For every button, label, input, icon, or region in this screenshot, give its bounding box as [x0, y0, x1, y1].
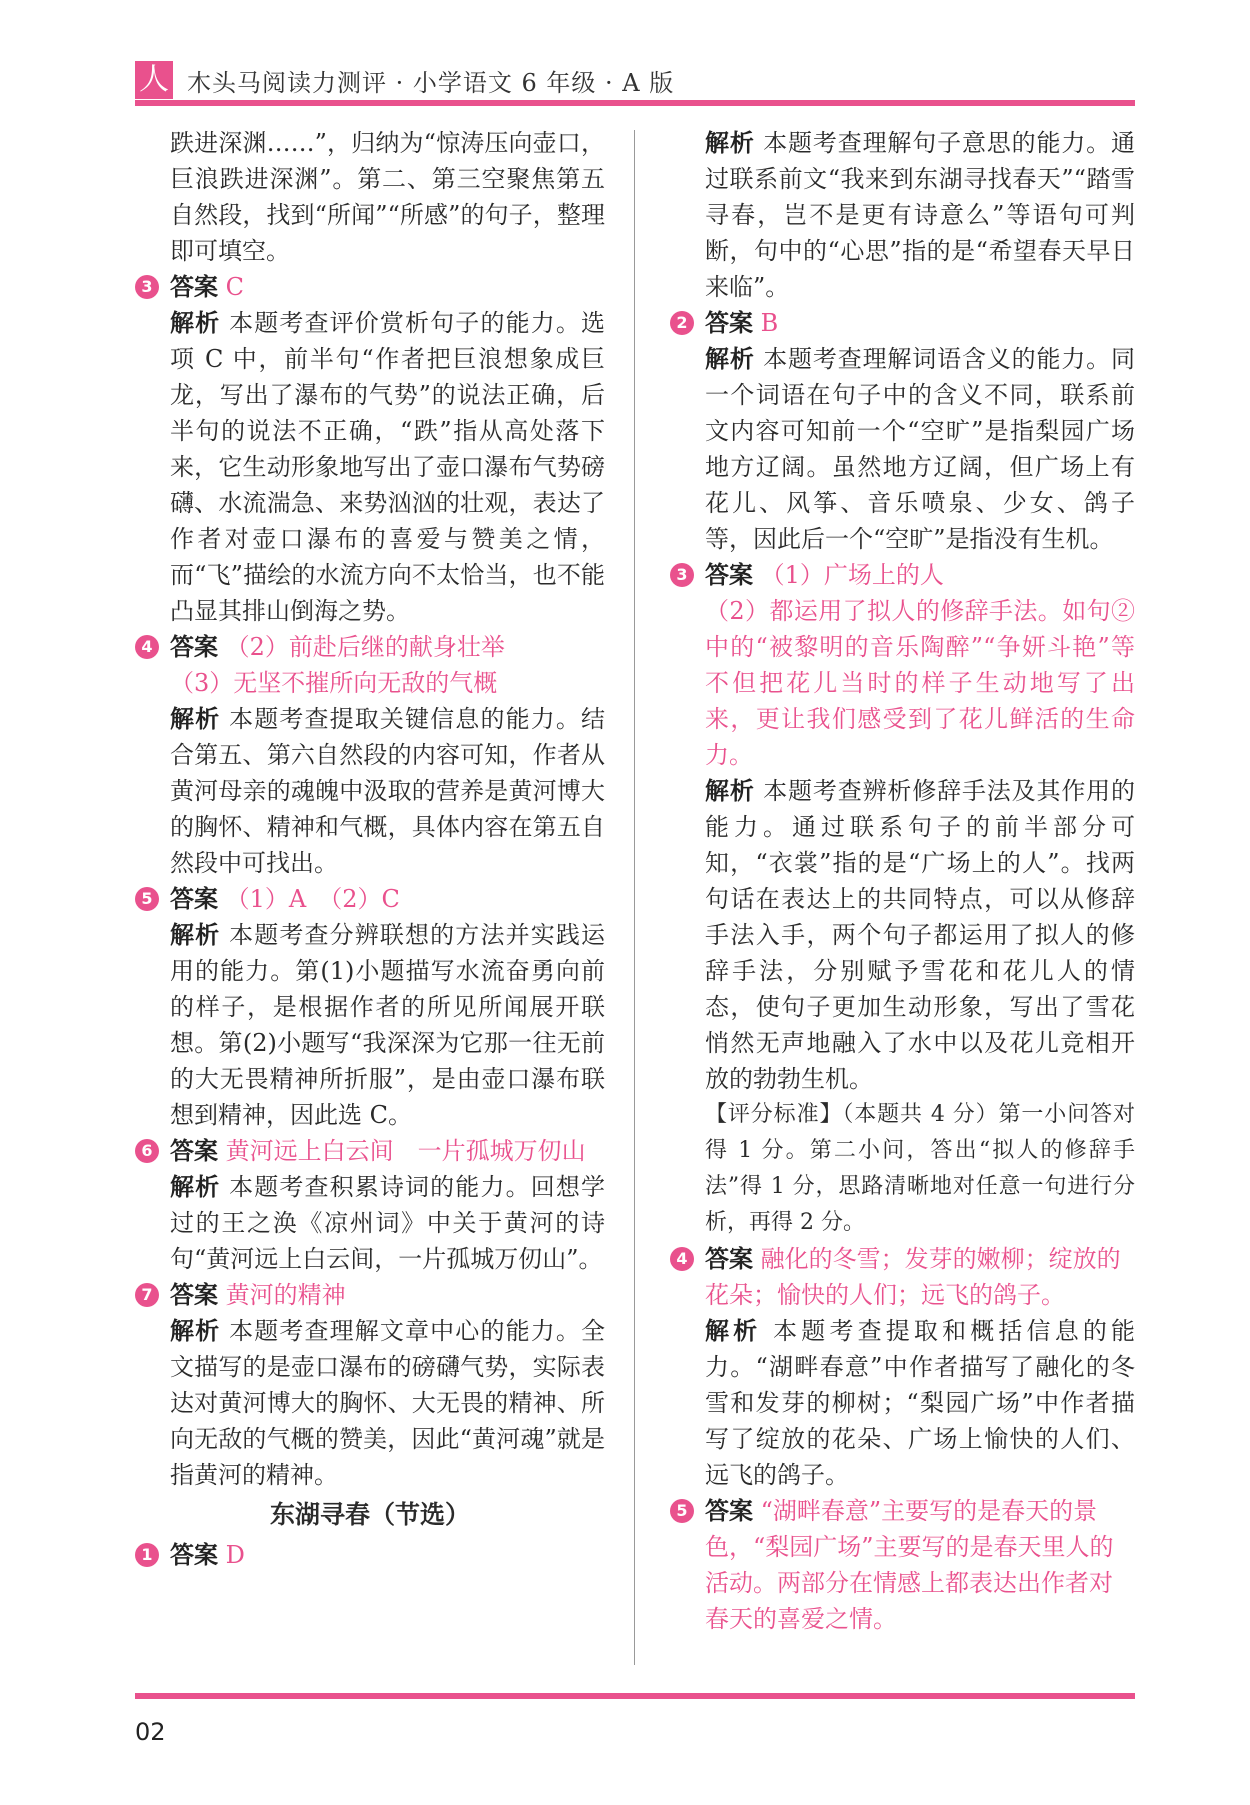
q6-answer: 6 答案 黄河远上白云间 一片孤城万仞山 [135, 1133, 605, 1169]
q3-number: 3 [135, 275, 159, 299]
s1-explanation: 解析 本题考查理解句子意思的能力。通过联系前文“我来到东湖寻找春天”“踏雪寻春，岂不是更有诗意么”等语句可判断，句中的“心思”指的是“希望春天早日来临”。 [705, 129, 1136, 301]
q4-explanation: 解析 本题考查提取关键信息的能力。结合第五、第六自然段的内容可知，作者从黄河母亲的魂魄中汲取的营养是黄河博大的胸怀、精神和气概，具体内容在第五自然段中可找出。 [170, 705, 606, 877]
q7-answer: 7 答案 黄河的精神 [135, 1277, 605, 1313]
footer-rule [135, 1693, 1135, 1699]
s3-scoring-standard: 【评分标准】（本题共 4 分）第一小问答对得 1 分。第二小问，答出“拟人的修辞手法”得 1 分，思路清晰地对任意一句进行分析，再得 2 分。 [705, 1102, 1135, 1235]
brand-logo: 人 [135, 61, 173, 99]
column-divider [634, 130, 635, 1665]
s2-answer: 2 答案 B [670, 305, 1135, 341]
q4-answer-line2: （3）无坚不摧所向无敌的气概 [170, 669, 498, 697]
q6-explanation: 解析 本题考查积累诗词的能力。回想学过的王之涣《凉州词》中关于黄河的诗句“黄河远上白云间，一片孤城万仞山”。 [170, 1173, 606, 1273]
q4-number: 4 [135, 635, 159, 659]
header-title: 木头马阅读力测评 · 小学语文 6 年级 · A 版 [187, 69, 675, 97]
s1-number: 1 [135, 1543, 159, 1567]
q2-continuation: 跌进深渊……”，归纳为“惊涛压向壶口，巨浪跌进深渊”。第二、第三空聚焦第五自然段，找到“所闻”“所感”的句子，整理即可填空。 [170, 129, 605, 265]
s2-number: 2 [670, 311, 694, 335]
q6-number: 6 [135, 1139, 159, 1163]
page-header [135, 55, 1135, 105]
s4-explanation: 解析 本题考查提取和概括信息的能力。“湖畔春意”中作者描写了融化的冬雪和发芽的柳树；“梨园广场”中作者描写了绽放的花朵、广场上愉快的人们、远飞的鸽子。 [705, 1317, 1136, 1489]
s2-explanation: 解析 本题考查理解词语含义的能力。同一个词语在句子中的含义不同，联系前文内容可知前一个“空旷”是指梨园广场地方辽阔。虽然地方辽阔，但广场上有花儿、风筝、音乐喷泉、少女、鸽子等，因此后一个“空旷”是指没有生机。 [705, 345, 1136, 553]
q5-answer: 5 答案 （1）A （2）C [135, 881, 605, 917]
q5-explanation: 解析 本题考查分辨联想的方法并实践运用的能力。第(1)小题描写水流奋勇向前的样子，是根据作者的所见所闻展开联想。第(2)小题写“我深深为它那一往无前的大无畏精神所折服”，是由壶口瀑布联想到精神，因此选 C。 [170, 921, 606, 1129]
s3-answer-line2: （2）都运用了拟人的修辞手法。如句②中的“被黎明的音乐陶醉”“争妍斗艳”等不但把花儿当时的样子生动地写了出来，更让我们感受到了花儿鲜活的生命力。 [705, 597, 1135, 769]
s4-number: 4 [670, 1247, 694, 1271]
s3-number: 3 [670, 563, 694, 587]
section-title: 东湖寻春（节选） [269, 1500, 470, 1529]
s4-answer: 4 答案 融化的冬雪；发芽的嫩柳；绽放的花朵；愉快的人们；远飞的鸽子。 [670, 1241, 1135, 1313]
q5-number: 5 [135, 887, 159, 911]
page-number: 02 [135, 1718, 166, 1746]
s3-explanation: 解析 本题考查辨析修辞手法及其作用的能力。通过联系句子的前半部分可知，“衣裳”指的是“广场上的人”。找两句话在表达上的共同特点，可以从修辞手法入手，两个句子都运用了拟人的修辞手法，分别赋予雪花和花儿人的情态，使句子更加生动形象，写出了雪花悄然无声地融入了水中以及花儿竞相开放的勃勃生机。 [705, 777, 1136, 1093]
left-column [135, 125, 605, 1573]
q4-answer: 4 答案 （2）前赴后继的献身壮举 [135, 629, 605, 665]
q3-explanation: 解析 本题考查评价赏析句子的能力。选项 C 中，前半句“作者把巨浪想象成巨龙，写出了瀑布的气势”的说法正确，后半句的说法不正确，“跌”指从高处落下来，它生动形象地写出了壶口瀑布气势磅礴、水流湍急、来势汹汹的壮观，表达了作者对壶口瀑布的喜爱与赞美之情，而“飞”描绘的水流方向不太恰当，也不能凸显其排山倒海之势。 [170, 309, 606, 625]
q7-number: 7 [135, 1283, 159, 1307]
right-column [670, 125, 1135, 1637]
s5-number: 5 [670, 1499, 694, 1523]
q3-answer: 3 答案 C [135, 269, 605, 305]
q7-explanation: 解析 本题考查理解文章中心的能力。全文描写的是壶口瀑布的磅礴气势，实际表达对黄河博大的胸怀、大无畏的精神、所向无敌的气概的赞美，因此“黄河魂”就是指黄河的精神。 [170, 1317, 606, 1489]
s1-answer: 1 答案 D [135, 1537, 605, 1573]
header-rule [135, 100, 1135, 106]
s5-answer: 5 答案 “湖畔春意”主要写的是春天的景色，“梨园广场”主要写的是春天里人的活动。两部分在情感上都表达出作者对春天的喜爱之情。 [670, 1493, 1135, 1637]
s3-answer: 3 答案 （1）广场上的人 [670, 557, 1135, 593]
